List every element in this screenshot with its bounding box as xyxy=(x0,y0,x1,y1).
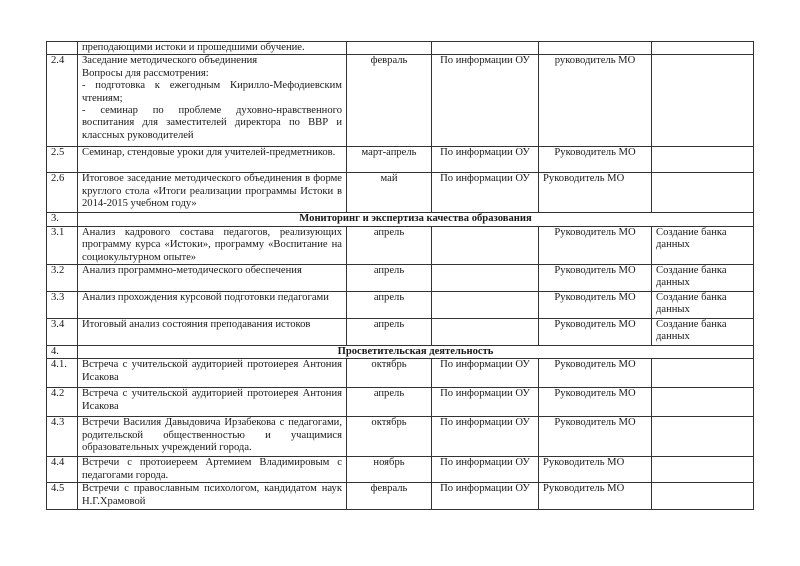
activity-description xyxy=(78,265,347,292)
result-cell xyxy=(652,147,754,173)
activity-description xyxy=(78,147,347,173)
description-line: Анализ программно-методического обеспечения xyxy=(82,265,302,277)
result-cell: Создание банка данных xyxy=(652,265,754,292)
info-source-cell xyxy=(432,265,539,292)
info-source-cell: По информации ОУ xyxy=(432,55,539,147)
result-cell xyxy=(652,457,754,483)
activity-description xyxy=(78,173,347,213)
deadline-cell: апрель xyxy=(347,292,432,319)
info-source-cell: По информации ОУ xyxy=(432,483,539,510)
row-number: 2.4 xyxy=(47,55,78,147)
activity-description xyxy=(78,483,347,510)
section-title: Просветительская деятельность xyxy=(78,346,754,359)
result-cell: Создание банка данных xyxy=(652,292,754,319)
deadline-cell: апрель xyxy=(347,319,432,346)
info-source-cell xyxy=(432,292,539,319)
responsible-cell: Руководитель МО xyxy=(539,388,652,417)
row-number: 4.4 xyxy=(47,457,78,483)
responsible-cell: Руководитель МО xyxy=(539,359,652,388)
deadline-cell: апрель xyxy=(347,265,432,292)
activity-description xyxy=(78,457,347,483)
row-number: 4.5 xyxy=(47,483,78,510)
activity-description xyxy=(78,417,347,457)
table-row xyxy=(47,42,754,55)
section-header-row xyxy=(47,346,754,359)
description-line: Анализ кадрового состава педагогов, реализующих программу курса «Истоки», программу «Воспитание на социокультурном опыте» xyxy=(82,226,342,263)
description-line: Встречи с протоиереем Артемием Владимировым с педагогами города. xyxy=(82,457,342,481)
activity-description xyxy=(78,359,347,388)
info-source-cell xyxy=(432,42,539,55)
responsible-cell: Руководитель МО xyxy=(539,173,652,213)
info-source-cell: По информации ОУ xyxy=(432,359,539,388)
description-line: преподающими истоки и прошедшими обучение. xyxy=(82,42,305,53)
table-row xyxy=(47,147,754,173)
description-line: Заседание методического объединения xyxy=(82,55,258,67)
result-cell: Создание банка данных xyxy=(652,319,754,346)
row-number: 3.3 xyxy=(47,292,78,319)
result-cell xyxy=(652,417,754,457)
result-cell xyxy=(652,55,754,147)
result-cell xyxy=(652,388,754,417)
responsible-cell: руководитель МО xyxy=(539,55,652,147)
activity-description xyxy=(78,319,347,346)
result-cell xyxy=(652,483,754,510)
table-row xyxy=(47,265,754,292)
row-number: 2.6 xyxy=(47,173,78,213)
section-number: 3. xyxy=(47,213,78,226)
activity-description xyxy=(78,292,347,319)
table-row xyxy=(47,55,754,147)
deadline-cell: февраль xyxy=(347,483,432,510)
result-cell xyxy=(652,42,754,55)
table-row xyxy=(47,457,754,483)
description-line: Встреча с учительской аудиторией протоиерея Антония Исакова xyxy=(82,359,342,383)
info-source-cell xyxy=(432,226,539,264)
section-number: 4. xyxy=(47,346,78,359)
description-line: Семинар, стендовые уроки для учителей-предметников. xyxy=(82,147,336,159)
deadline-cell xyxy=(347,42,432,55)
deadline-cell: октябрь xyxy=(347,359,432,388)
deadline-cell: октябрь xyxy=(347,417,432,457)
table-row xyxy=(47,173,754,213)
table-row xyxy=(47,226,754,264)
description-line: Встречи с православным психологом, кандидатом наук Н.Г.Храмовой xyxy=(82,483,342,507)
description-line: Встреча с учительской аудиторией протоиерея Антония Исакова xyxy=(82,388,342,412)
table-row xyxy=(47,292,754,319)
responsible-cell: Руководитель МО xyxy=(539,319,652,346)
activity-description xyxy=(78,226,347,264)
responsible-cell xyxy=(539,42,652,55)
description-line: - семинар по проблеме духовно-нравственного воспитания для заместителей директора по ВВР и классных руководителей xyxy=(82,105,342,141)
deadline-cell: апрель xyxy=(347,388,432,417)
row-number: 4.3 xyxy=(47,417,78,457)
section-header-row xyxy=(47,213,754,226)
description-line: - подготовка к ежегодным Кирилло-Мефодиевским чтениям; xyxy=(82,80,342,104)
description-line: Итоговое заседание методического объединения в форме круглого стола «Итоги реализации программы Истоки в 2014-2015 учебном году» xyxy=(82,173,342,210)
responsible-cell: Руководитель МО xyxy=(539,265,652,292)
description-line: Анализ прохождения курсовой подготовки педагогами xyxy=(82,292,329,304)
deadline-cell: май xyxy=(347,173,432,213)
row-number: 4.1. xyxy=(47,359,78,388)
row-number: 3.1 xyxy=(47,226,78,264)
section-title: Мониторинг и экспертиза качества образования xyxy=(78,213,754,226)
responsible-cell: Руководитель МО xyxy=(539,457,652,483)
activity-description xyxy=(78,42,347,55)
responsible-cell: Руководитель МО xyxy=(539,292,652,319)
table-row xyxy=(47,417,754,457)
table-row xyxy=(47,483,754,510)
activity-description xyxy=(78,388,347,417)
responsible-cell: Руководитель МО xyxy=(539,147,652,173)
info-source-cell xyxy=(432,319,539,346)
description-line: Встречи Василия Давыдовича Ирзабекова с педагогами, родительской общественностью и учащимися образовательных учреждений города. xyxy=(82,417,342,454)
info-source-cell: По информации ОУ xyxy=(432,388,539,417)
deadline-cell: ноябрь xyxy=(347,457,432,483)
table-body xyxy=(47,42,754,510)
info-source-cell: По информации ОУ xyxy=(432,417,539,457)
row-number: 3.4 xyxy=(47,319,78,346)
responsible-cell: Руководитель МО xyxy=(539,483,652,510)
table-row xyxy=(47,359,754,388)
row-number xyxy=(47,42,78,55)
responsible-cell: Руководитель МО xyxy=(539,417,652,457)
result-cell xyxy=(652,173,754,213)
responsible-cell: Руководитель МО xyxy=(539,226,652,264)
description-line: Итоговый анализ состояния преподавания истоков xyxy=(82,319,311,331)
activity-description xyxy=(78,55,347,147)
info-source-cell: По информации ОУ xyxy=(432,173,539,213)
row-number: 4.2 xyxy=(47,388,78,417)
deadline-cell: апрель xyxy=(347,226,432,264)
result-cell xyxy=(652,359,754,388)
deadline-cell: февраль xyxy=(347,55,432,147)
description-line: Вопросы для рассмотрения: xyxy=(82,67,209,79)
info-source-cell: По информации ОУ xyxy=(432,457,539,483)
table-row xyxy=(47,319,754,346)
table-row xyxy=(47,388,754,417)
info-source-cell: По информации ОУ xyxy=(432,147,539,173)
result-cell: Создание банка данных xyxy=(652,226,754,264)
row-number: 3.2 xyxy=(47,265,78,292)
deadline-cell: март-апрель xyxy=(347,147,432,173)
row-number: 2.5 xyxy=(47,147,78,173)
activity-plan-table xyxy=(46,41,754,510)
